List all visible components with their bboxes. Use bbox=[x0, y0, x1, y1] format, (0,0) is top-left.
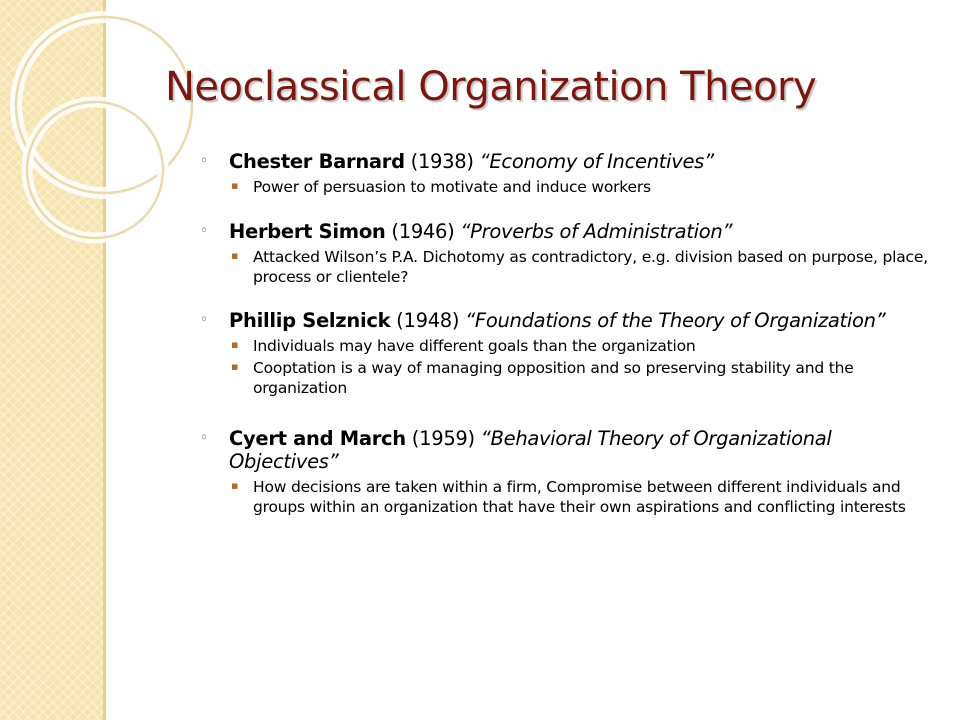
bullet-square-icon: ▪ bbox=[231, 360, 239, 373]
sub-point-list bbox=[229, 177, 930, 197]
theorist-heading bbox=[229, 427, 930, 473]
theorist-year: (1959) bbox=[411, 427, 475, 450]
theorist-work-title: “Proverbs of Administration” bbox=[460, 220, 733, 243]
theorist-year: (1948) bbox=[396, 309, 460, 332]
theorist-year: (1946) bbox=[391, 220, 455, 243]
theorist-work-title: “Behavioral Theory of Organizational Objectives” bbox=[229, 427, 832, 473]
sub-point-text: Power of persuasion to motivate and induce workers bbox=[253, 178, 651, 196]
bullet-ring-icon: ◦ bbox=[200, 312, 209, 328]
sub-point bbox=[229, 177, 930, 197]
theorist-work-title: “Foundations of the Theory of Organization” bbox=[465, 309, 886, 332]
sub-point-text: How decisions are taken within a firm, Compromise between different individuals and groups within an organization that have their own aspirations and conflicting interests bbox=[253, 478, 906, 516]
theorist-item-simon bbox=[200, 220, 930, 287]
sub-point-list bbox=[229, 477, 930, 517]
theorist-name: Phillip Selznick bbox=[229, 309, 391, 332]
slide-content bbox=[200, 150, 930, 517]
bullet-square-icon: ▪ bbox=[231, 338, 239, 351]
bullet-square-icon: ▪ bbox=[231, 249, 239, 262]
sub-point bbox=[229, 477, 930, 517]
bullet-ring-icon: ◦ bbox=[200, 430, 209, 446]
sub-point bbox=[229, 247, 930, 287]
theorist-name: Herbert Simon bbox=[229, 220, 386, 243]
theorist-name: Cyert and March bbox=[229, 427, 406, 450]
sub-point bbox=[229, 358, 930, 398]
bullet-square-icon: ▪ bbox=[231, 479, 239, 492]
bullet-square-icon: ▪ bbox=[231, 179, 239, 192]
theorist-heading bbox=[229, 150, 930, 173]
theorist-work-title: “Economy of Incentives” bbox=[479, 150, 714, 173]
theorist-heading bbox=[229, 309, 930, 332]
theorist-heading bbox=[229, 220, 930, 243]
theorist-item-selznick bbox=[200, 309, 930, 398]
bullet-ring-icon: ◦ bbox=[200, 153, 209, 169]
sub-point-text: Cooptation is a way of managing opposition and so preserving stability and the organization bbox=[253, 359, 854, 397]
concentric-circles-icon bbox=[0, 0, 200, 280]
theorist-year: (1938) bbox=[410, 150, 474, 173]
sub-point-text: Individuals may have different goals than the organization bbox=[253, 337, 696, 355]
theorist-item-barnard bbox=[200, 150, 930, 197]
theorist-item-cyert-march bbox=[200, 427, 930, 517]
sub-point-text: Attacked Wilson’s P.A. Dichotomy as contradictory, e.g. division based on purpose, place, process or clientele? bbox=[253, 248, 928, 286]
theorist-name: Chester Barnard bbox=[229, 150, 405, 173]
sub-point bbox=[229, 336, 930, 356]
bullet-ring-icon: ◦ bbox=[200, 223, 209, 239]
sub-point-list bbox=[229, 247, 930, 287]
sub-point-list bbox=[229, 336, 930, 398]
slide-title: Neoclassical Organization Theory bbox=[165, 64, 817, 110]
